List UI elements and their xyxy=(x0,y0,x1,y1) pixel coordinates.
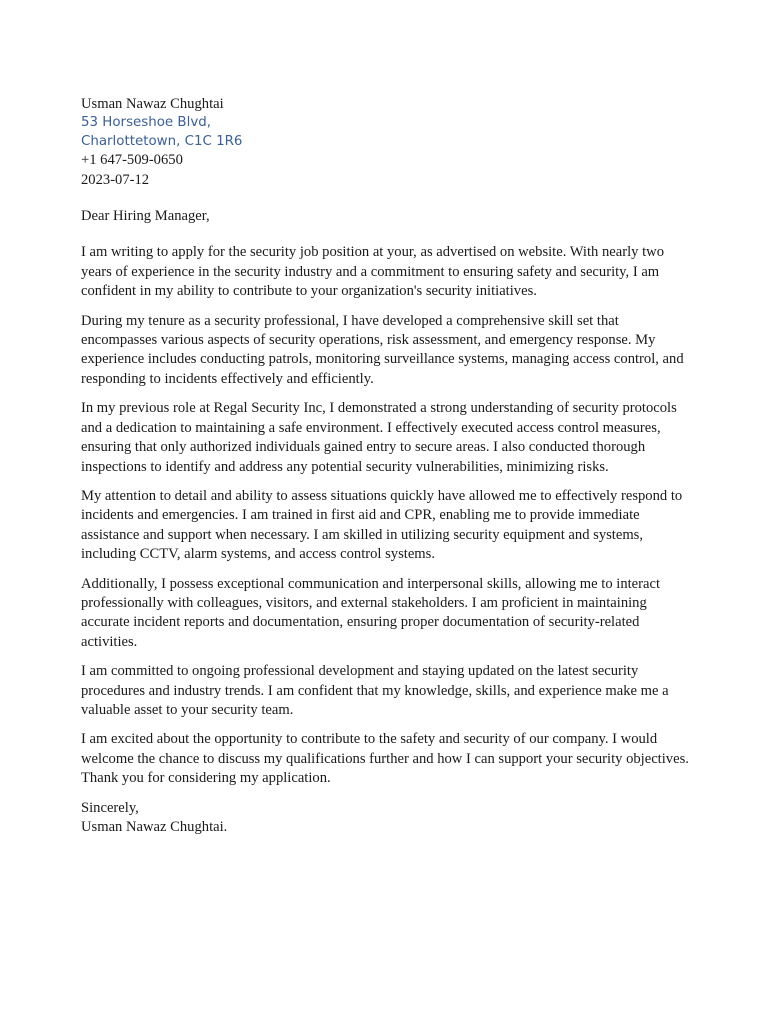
salutation: Dear Hiring Manager, xyxy=(81,208,210,225)
body-paragraph-2: During my tenure as a security professional, I have developed a comprehensive skill set that encompasses various aspects of security operations, risk assessment, and emergency response. My experience includes conducting patrols, monitoring surveillance systems, managing access control, and responding to incidents effectively and efficiently. xyxy=(81,312,684,387)
body-paragraph-5: Additionally, I possess exceptional communication and interpersonal skills, allowing me to interact professionally with colleagues, visitors, and external stakeholders. I am proficient in maintaining accurate incident reports and documentation, ensuring proper documentation of security-related activities. xyxy=(81,575,661,650)
letter-date: 2023-07-12 xyxy=(81,171,150,188)
sender-name: Usman Nawaz Chughtai xyxy=(81,96,224,112)
sender-phone: +1 647-509-0650 xyxy=(81,152,183,169)
body-paragraph-3: In my previous role at Regal Security Inc, I demonstrated a strong understanding of security protocols and a dedication to maintaining a safe environment. I effectively executed access control measures, ensuring that only authorized individuals gained entry to secure areas. I also conducted thorough inspections to identify and address any potential security vulnerabilities, minimizing risks. xyxy=(81,400,677,475)
signature-name: Usman Nawaz Chughtai. xyxy=(81,819,228,835)
body-paragraph-7: I am excited about the opportunity to contribute to the safety and security of our company. I would welcome the chance to discuss my qualifications further and how I can support your security objectives. Thank you for considering my application. xyxy=(81,731,689,787)
sender-address-line2: Charlottetown, C1C 1R6 xyxy=(81,133,243,149)
sender-address-line1: 53 Horseshoe Blvd, xyxy=(81,115,212,131)
closing-block xyxy=(81,799,691,838)
valediction: Sincerely, xyxy=(81,799,139,816)
body-paragraph-4: My attention to detail and ability to assess situations quickly have allowed me to effectively respond to incidents and emergencies. I am trained in first aid and CPR, enabling me to provide immediate assistance and support when necessary. I am skilled in utilizing security equipment and systems, including CCTV, alarm systems, and access control systems. xyxy=(81,487,683,563)
body-paragraph-6: I am committed to ongoing professional development and staying updated on the latest security procedures and industry trends. I am confident that my knowledge, skills, and experience make me a valuable asset to your security team. xyxy=(81,663,669,718)
sender-block xyxy=(81,95,691,190)
body-paragraph-1: I am writing to apply for the security job position at your, as advertised on website. With nearly two years of experience in the security industry and a commitment to ensuring safety and security, I am confident in my ability to contribute to your organization's security initiatives. xyxy=(81,244,664,300)
cover-letter xyxy=(81,95,691,837)
